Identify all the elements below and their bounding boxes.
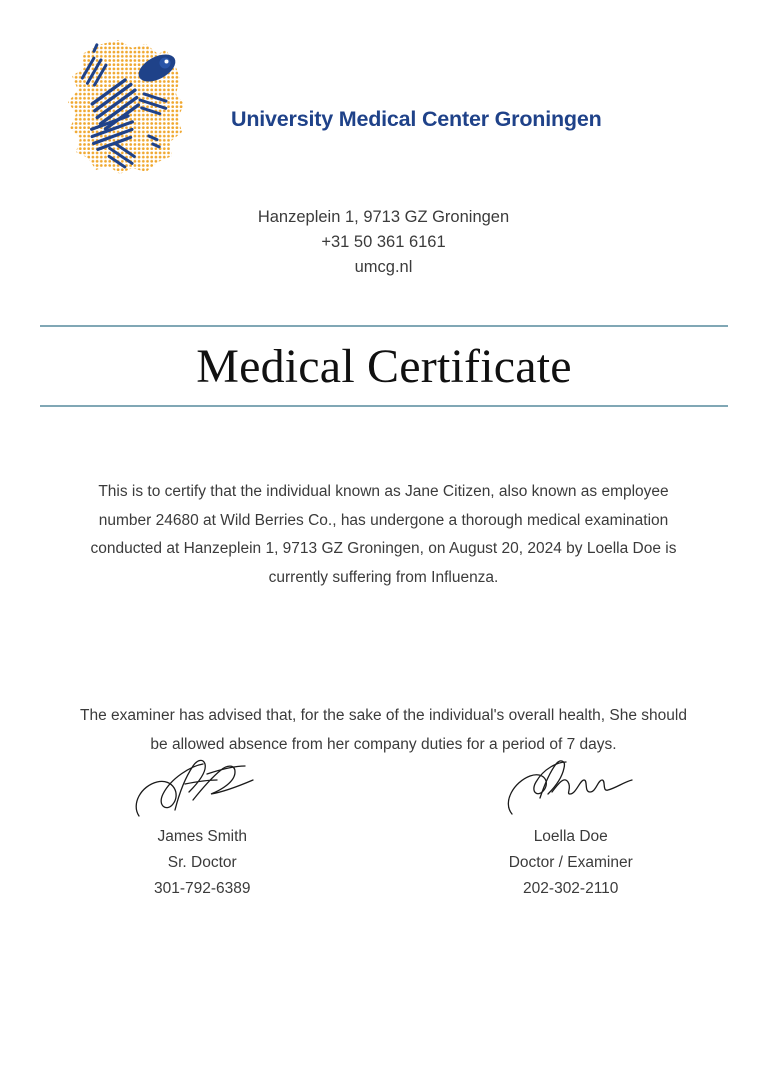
signature-section [0,752,767,902]
signature-block-doctor [0,752,387,902]
absence-recommendation: The examiner has advised that, for the sake of the individual's overall health, She should be allowed absence from her company duties for a period of 7 days. [80,707,687,753]
contact-website: umcg.nl [354,258,413,276]
signatory-name: James Smith [157,828,248,845]
signatory-phone: 301-792-6389 [153,880,251,897]
signatory-role: Doctor / Examiner [508,854,633,871]
title-band [40,325,728,407]
contact-phone: +31 50 361 6161 [321,233,446,251]
title-rule-bottom [40,405,728,407]
signatory-role: Sr. Doctor [167,854,237,871]
signatory-phone: 202-302-2110 [523,880,619,897]
organization-name: University Medical Center Groningen [231,107,602,131]
page-title: Medical Certificate [196,340,572,393]
contact-address: Hanzeplein 1, 9713 GZ Groningen [257,208,510,226]
contact-block [0,205,767,280]
signatory-name: Loella Doe [533,828,608,845]
signature-block-examiner [387,752,767,902]
certificate-statement: This is to certify that the individual known as Jane Citizen, also known as employee number 24680 at Wild Berries Co., has undergone a thorough medical examination conducted at Hanzeplein 1, 9713 GZ Groningen, on August 20, 2024 by Loella Doe is currently suffering from Influenza. [90,483,677,586]
document-header [0,0,767,195]
umcg-frog-halftone-logo-icon [62,38,192,178]
certificate-body [0,478,767,759]
handwritten-signature-icon [387,752,756,824]
handwritten-signature-icon [18,752,387,824]
